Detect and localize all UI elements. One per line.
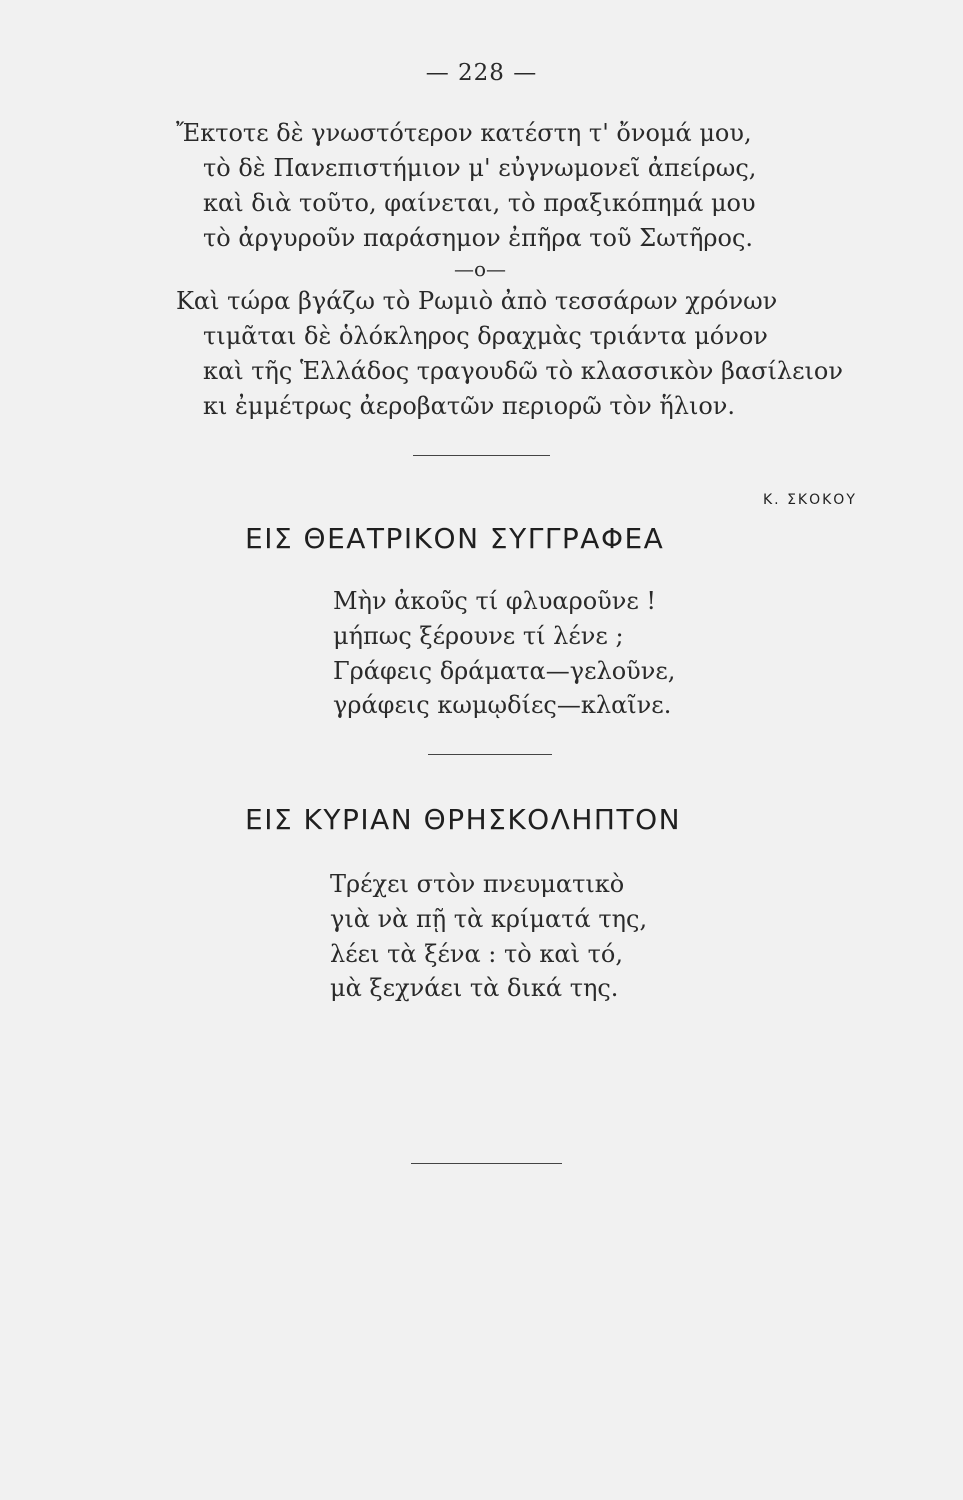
poem-line: λέει τὰ ξένα : τὸ καὶ τό, [330,940,623,968]
poem-line: τὸ δὲ Πανεπιστήμιον μ' εὐγνωμονεῖ ἀπείρως, [203,154,757,182]
poem-line: Μὴν ἀκοῦς τί φλυαροῦνε ! [333,587,657,615]
poem-line: Τρέχει στὸν πνευματικὸ [330,870,625,898]
page-number: — 228 — [425,60,538,86]
poem-line: καὶ τῆς Ἑλλάδος τραγουδῶ τὸ κλασσικὸν βασίλειον [203,357,843,385]
section-rule [428,754,552,755]
poem-line: μήπως ξέρουνε τί λένε ; [333,622,624,650]
poem-line: κι ἐμμέτρως ἀεροβατῶν περιορῶ τὸν ἥλιον. [203,392,736,420]
poem-line: Ἔκτοτε δὲ γνωστότερον κατέστη τ' ὄνομά μου, [176,119,752,147]
poem-title: ΕΙΣ ΚΥΡΙΑΝ ΘΡΗΣΚΟΛΗΠΤΟΝ [245,803,682,836]
poem-line: Καὶ τώρα βγάζω τὸ Ρωμιὸ ἀπὸ τεσσάρων χρόνων [176,287,778,315]
poem-line: καὶ διὰ τοῦτο, φαίνεται, τὸ πραξικόπημά μου [203,189,756,217]
stanza-separator: —ο— [453,257,507,281]
section-rule [411,1163,562,1164]
poem-line: γράφεις κωμῳδίες—κλαῖνε. [333,691,672,719]
poem-title: ΕΙΣ ΘΕΑΤΡΙΚΟΝ ΣΥΓΓΡΑΦΕΑ [245,522,665,555]
author-signature: Κ. ΣΚΟΚΟΥ [763,492,857,508]
section-rule [413,455,550,456]
poem-line: τὸ ἀργυροῦν παράσημον ἐπῆρα τοῦ Σωτῆρος. [203,224,754,252]
poem-line: Γράφεις δράματα—γελοῦνε, [333,657,676,685]
poem-line: γιὰ νὰ πῇ τὰ κρίματά της, [330,905,648,933]
poem-line: μὰ ξεχνάει τὰ δικά της. [330,974,619,1002]
poem-line: τιμᾶται δὲ ὁλόκληρος δραχμὰς τριάντα μόνον [203,322,768,350]
